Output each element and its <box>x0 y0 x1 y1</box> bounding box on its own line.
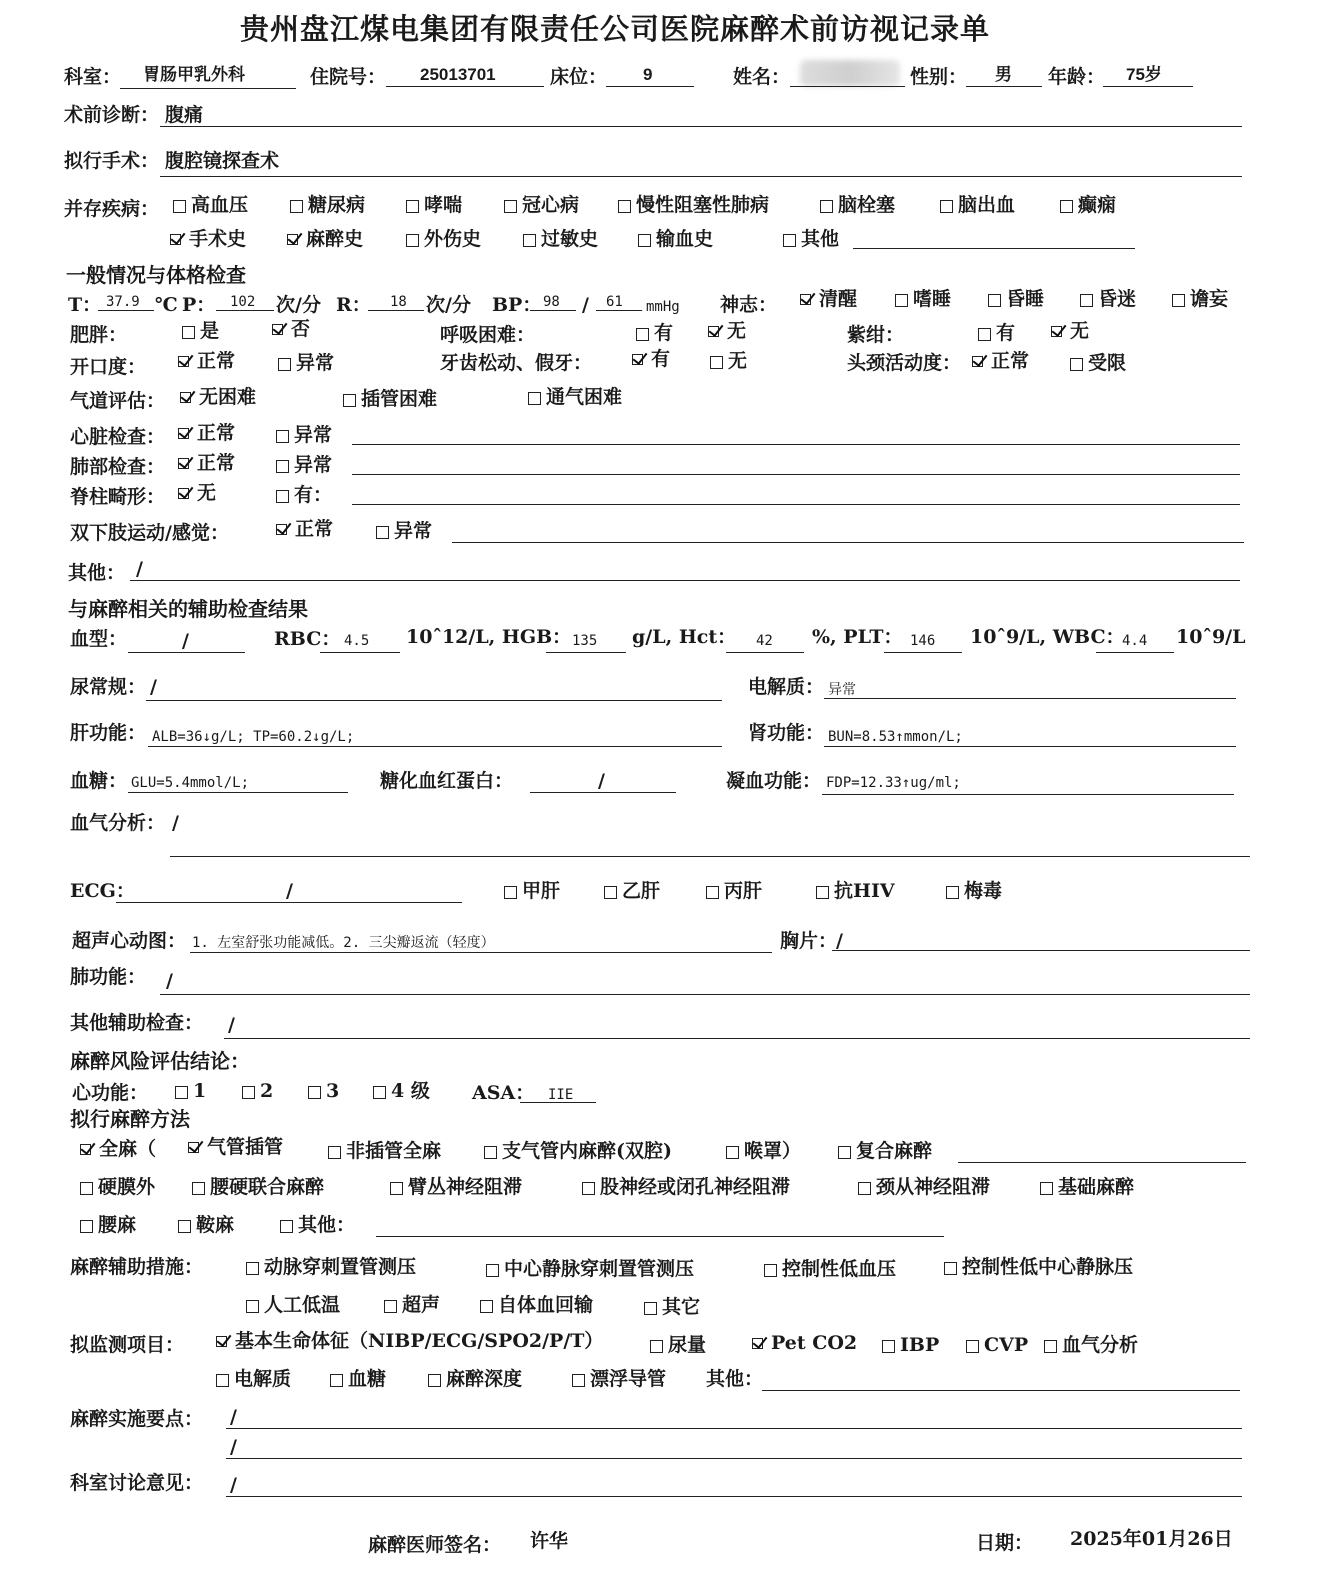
points-line1 <box>226 1428 1242 1429</box>
name-label: 姓名： <box>733 66 791 88</box>
cb-ibp[interactable]: IBP <box>882 1334 939 1356</box>
cb-ultrasound[interactable]: 超声 <box>384 1294 440 1316</box>
discussion-label: 科室讨论意见： <box>70 1472 204 1494</box>
cb-surgery-history[interactable]: 手术史 <box>170 228 246 250</box>
cb-spine-no[interactable]: 无 <box>178 482 216 504</box>
points-label: 麻醉实施要点： <box>70 1408 204 1430</box>
cb-airway-difficult-intubation[interactable]: 插管困难 <box>343 388 437 410</box>
dept-line <box>120 88 296 89</box>
cb-swan-ganz[interactable]: 漂浮导管 <box>572 1368 666 1390</box>
cb-cell-salvage[interactable]: 自体血回输 <box>480 1294 593 1316</box>
admission-value: 25013701 <box>420 65 496 84</box>
cb-cyanosis-no[interactable]: 无 <box>1051 320 1089 342</box>
heart-label: 心脏检查： <box>70 426 166 448</box>
electrolyte-label: 电解质： <box>748 676 825 698</box>
blood-type-line <box>128 652 245 653</box>
cb-cervical-block[interactable]: 颈从神经阻滞 <box>858 1176 990 1198</box>
limb-label: 双下肢运动/感觉： <box>70 522 229 544</box>
signature-name: 许华 <box>530 1530 569 1552</box>
cb-hepatitis-a[interactable]: 甲肝 <box>504 880 560 902</box>
age-line <box>1103 86 1193 87</box>
cb-mind-drowsy[interactable]: 嗜睡 <box>895 288 951 310</box>
dyspnea-label: 呼吸困难： <box>440 324 536 346</box>
cb-cyanosis-yes[interactable]: 有 <box>978 322 1015 344</box>
urine-line <box>146 700 722 701</box>
r-unit: 次/分 <box>426 294 471 316</box>
bga-label: 血气分析： <box>70 812 166 834</box>
cb-cardiac-3[interactable]: 3 <box>308 1080 339 1102</box>
cb-brachial-block[interactable]: 臂丛神经阻滞 <box>390 1176 522 1198</box>
coag-line <box>822 794 1234 795</box>
dept-value: 胃肠甲乳外科 <box>143 65 245 84</box>
dept-label: 科室： <box>64 66 122 88</box>
urine-label: 尿常规： <box>70 676 147 698</box>
rbc-unit: 10ˆ12/L, HGB： <box>406 626 572 648</box>
chest-line <box>832 950 1250 951</box>
cb-asthma[interactable]: 哮喘 <box>406 194 462 216</box>
bp-sys-value: 98 <box>543 294 560 310</box>
cb-femoral-block[interactable]: 股神经或闭孔神经阻滞 <box>582 1176 790 1198</box>
asa-value: IIE <box>548 1087 574 1103</box>
cb-cardiac-1[interactable]: 1 <box>175 1080 206 1102</box>
asa-line <box>520 1102 596 1103</box>
asa-label: ASA： <box>472 1082 535 1104</box>
cb-cvc[interactable]: 中心静脉穿刺置管测压 <box>486 1258 694 1280</box>
age-label: 年龄： <box>1048 66 1106 88</box>
aux-other-line <box>224 1038 1250 1039</box>
bed-value: 9 <box>643 65 653 84</box>
aux-heading: 与麻醉相关的辅助检查结果 <box>68 597 308 621</box>
glucose-value: GLU=5.4mmol/L; <box>131 775 250 791</box>
cb-obese-yes[interactable]: 是 <box>182 320 219 342</box>
ecg-label: ECG： <box>70 880 135 902</box>
hba1c-label: 糖化血红蛋白： <box>380 770 514 792</box>
cb-embolism[interactable]: 脑栓塞 <box>820 194 895 216</box>
electrolyte-value: 异常 <box>828 682 856 698</box>
pft-line <box>160 994 1250 995</box>
plt-unit: 10ˆ9/L, WBC： <box>970 626 1125 648</box>
cardiac-label: 心功能： <box>72 1082 149 1104</box>
cb-petco2[interactable]: Pet CO2 <box>752 1332 857 1354</box>
cb-spinal[interactable]: 腰麻 <box>80 1214 136 1236</box>
cb-anesthesia-history[interactable]: 麻醉史 <box>287 228 363 250</box>
cb-hemorrhage[interactable]: 脑出血 <box>940 194 1015 216</box>
liver-label: 肝功能： <box>70 722 147 744</box>
cb-copd[interactable]: 慢性阻塞性肺病 <box>618 194 769 216</box>
cb-transfusion-history[interactable]: 输血史 <box>638 228 713 250</box>
rbc-value: 4.5 <box>344 633 370 649</box>
echo-label: 超声心动图： <box>72 930 187 952</box>
monitor-label: 拟监测项目： <box>70 1334 185 1356</box>
urine-value: / <box>150 676 157 698</box>
ecg-value: / <box>286 880 293 902</box>
general-other-line <box>130 580 1240 581</box>
hct-value: 42 <box>756 633 773 649</box>
bp-dia-value: 61 <box>606 294 623 310</box>
liver-line <box>148 746 722 747</box>
cb-cse[interactable]: 腰硬联合麻醉 <box>192 1176 324 1198</box>
liver-value: ALB=36↓g/L; TP=60.2↓g/L; <box>152 729 355 745</box>
cb-teeth-no[interactable]: 无 <box>710 350 747 372</box>
cb-assist-other[interactable]: 其它 <box>644 1296 700 1318</box>
p-line <box>216 310 274 311</box>
diagnosis-label: 术前诊断： <box>64 104 160 126</box>
diagnosis-value: 腹痛 <box>165 104 204 126</box>
cb-neck-limited[interactable]: 受限 <box>1070 352 1126 374</box>
points-line2-value: / <box>230 1436 237 1458</box>
p-value: 102 <box>230 294 256 310</box>
hgb-line <box>546 652 626 653</box>
discussion-line <box>226 1496 1242 1497</box>
bp-sys-line <box>530 310 576 311</box>
bp-sep: / <box>582 294 589 316</box>
r-label: R： <box>336 294 371 316</box>
cb-method-other[interactable]: 其他： <box>280 1214 355 1236</box>
signature-label: 麻醉医师签名： <box>368 1534 502 1556</box>
airway-label: 气道评估： <box>70 390 166 412</box>
cb-epidural[interactable]: 硬膜外 <box>80 1176 155 1198</box>
cb-low-cvp[interactable]: 控制性低中心静脉压 <box>944 1256 1133 1278</box>
rbc-line <box>320 652 400 653</box>
cb-vital-signs[interactable]: 基本生命体征（NIBP/ECG/SPO2/P/T） <box>216 1330 603 1352</box>
blood-type-label: 血型： <box>70 628 128 650</box>
cb-hepatitis-b[interactable]: 乙肝 <box>604 880 660 902</box>
cb-mind-clear[interactable]: 清醒 <box>800 288 857 310</box>
lung-line <box>352 474 1240 475</box>
cb-arterial-line[interactable]: 动脉穿刺置管测压 <box>246 1256 416 1278</box>
cb-spine-yes[interactable]: 有： <box>276 484 332 506</box>
cb-mouth-normal[interactable]: 正常 <box>178 350 235 372</box>
cb-chd[interactable]: 冠心病 <box>504 194 579 216</box>
sex-label: 性别： <box>910 66 968 88</box>
cb-anesthesia-depth[interactable]: 麻醉深度 <box>428 1368 522 1390</box>
bp-unit: mmHg <box>646 299 680 315</box>
kidney-label: 肾功能： <box>748 722 825 744</box>
cb-heart-normal[interactable]: 正常 <box>178 422 235 444</box>
cb-controlled-hypotension[interactable]: 控制性低血压 <box>764 1258 896 1280</box>
cb-basal-anesthesia[interactable]: 基础麻醉 <box>1040 1176 1134 1198</box>
sex-line <box>966 86 1042 87</box>
t-unit: ℃ <box>155 294 178 316</box>
cb-lung-abnormal[interactable]: 异常 <box>276 454 332 476</box>
combined-line <box>958 1162 1246 1163</box>
cb-general-anesthesia[interactable]: 全麻（ <box>80 1138 156 1160</box>
cb-airway-easy[interactable]: 无困难 <box>180 386 256 408</box>
plt-line <box>884 652 962 653</box>
aux-other-value: / <box>228 1014 235 1036</box>
cb-comorbid-other[interactable]: 其他 <box>783 228 839 250</box>
cb-ett[interactable]: 气管插管 <box>188 1136 283 1158</box>
wbc-line <box>1096 652 1174 653</box>
neck-label: 头颈活动度： <box>847 352 962 374</box>
cb-mind-lethargic[interactable]: 昏睡 <box>988 288 1044 310</box>
glucose-line <box>128 792 348 793</box>
surgery-label: 拟行手术： <box>64 150 160 172</box>
cyanosis-label: 紫绀： <box>847 324 905 346</box>
limb-line <box>452 542 1244 543</box>
cb-cvp[interactable]: CVP <box>966 1334 1028 1356</box>
hct-unit: %, PLT： <box>812 626 903 648</box>
cb-combined[interactable]: 复合麻醉 <box>838 1140 932 1162</box>
surgery-line <box>160 176 1242 177</box>
comorbid-other-line <box>853 248 1135 249</box>
bed-line <box>606 86 694 87</box>
cb-cardiac-4[interactable]: 4 级 <box>373 1080 430 1102</box>
cb-hypertension[interactable]: 高血压 <box>173 194 248 216</box>
hba1c-line <box>530 792 676 793</box>
cb-limb-abnormal[interactable]: 异常 <box>376 520 432 542</box>
form-title: 贵州盘江煤电集团有限责任公司医院麻醉术前访视记录单 <box>240 12 991 46</box>
cb-obese-no[interactable]: 否 <box>272 318 310 340</box>
bp-dia-line <box>596 310 642 311</box>
monitor-other-label: 其他： <box>706 1368 764 1390</box>
rbc-label: RBC： <box>274 628 341 650</box>
coag-label: 凝血功能： <box>726 770 822 792</box>
cb-hypothermia[interactable]: 人工低温 <box>246 1294 340 1316</box>
cb-double-lumen[interactable]: 支气管内麻醉(双腔) <box>484 1140 672 1162</box>
aux-other-label: 其他辅助检查： <box>70 1012 204 1034</box>
general-other-label: 其他： <box>68 562 126 584</box>
cb-lma[interactable]: 喉罩） <box>726 1140 801 1162</box>
sex-value: 男 <box>995 65 1012 84</box>
cb-trauma-history[interactable]: 外伤史 <box>406 228 481 250</box>
date-value: 2025年01月26日 <box>1070 1528 1233 1550</box>
cb-airway-difficult-ventilation[interactable]: 通气困难 <box>528 386 622 408</box>
spine-line <box>352 504 1240 505</box>
cb-cardiac-2[interactable]: 2 <box>242 1080 273 1102</box>
cb-lung-normal[interactable]: 正常 <box>178 452 235 474</box>
lung-label: 肺部检查： <box>70 456 166 478</box>
surgery-value: 腹腔镜探查术 <box>165 150 280 172</box>
blood-type-value: / <box>182 630 189 652</box>
monitor-other-line <box>762 1390 1240 1391</box>
pft-value: / <box>166 970 173 992</box>
hgb-value: 135 <box>572 633 598 649</box>
comorbid-label: 并存疾病： <box>64 198 160 220</box>
plt-value: 146 <box>910 633 936 649</box>
coag-value: FDP=12.33↑ug/ml; <box>826 775 961 791</box>
bga-line <box>170 856 1250 857</box>
wbc-value: 4.4 <box>1122 633 1148 649</box>
redacted-name <box>800 60 900 86</box>
cb-limb-normal[interactable]: 正常 <box>276 518 333 540</box>
r-line <box>368 310 424 311</box>
cb-diabetes[interactable]: 糖尿病 <box>290 194 365 216</box>
electrolyte-line <box>824 698 1236 699</box>
mouth-label: 开口度： <box>70 356 147 378</box>
cb-teeth-yes[interactable]: 有 <box>632 348 670 370</box>
pft-label: 肺功能： <box>70 966 147 988</box>
glucose-label: 血糖： <box>70 770 128 792</box>
hba1c-value: / <box>598 770 605 792</box>
cb-non-intubated-ga[interactable]: 非插管全麻 <box>328 1140 441 1162</box>
admission-line <box>386 86 544 87</box>
cb-epilepsy[interactable]: 癫痫 <box>1060 194 1116 216</box>
date-label: 日期： <box>976 1532 1034 1554</box>
points-line1-value: / <box>230 1406 237 1428</box>
t-value: 37.9 <box>106 294 140 310</box>
cb-bga-monitor[interactable]: 血气分析 <box>1044 1334 1138 1356</box>
name-line <box>790 86 905 87</box>
mind-label: 神志： <box>720 294 778 316</box>
wbc-unit: 10ˆ9/L <box>1176 626 1246 648</box>
cb-mind-coma[interactable]: 昏迷 <box>1080 288 1136 310</box>
discussion-value: / <box>230 1474 237 1496</box>
kidney-line <box>824 746 1236 747</box>
ecg-line <box>116 902 462 903</box>
p-unit: 次/分 <box>276 294 321 316</box>
t-line <box>98 310 154 311</box>
cb-saddle[interactable]: 鞍麻 <box>178 1214 234 1236</box>
cb-electrolytes[interactable]: 电解质 <box>216 1368 291 1390</box>
r-value: 18 <box>390 294 407 310</box>
chest-value: / <box>836 930 843 952</box>
cb-urine-output[interactable]: 尿量 <box>650 1334 706 1356</box>
cb-dyspnea-yes[interactable]: 有 <box>636 322 673 344</box>
kidney-value: BUN=8.53↑mmon/L; <box>828 729 963 745</box>
bp-label: BP： <box>492 294 542 316</box>
hgb-unit: g/L, Hct： <box>632 626 737 648</box>
echo-line <box>190 952 772 953</box>
diagnosis-line <box>160 126 1242 127</box>
bed-label: 床位： <box>550 66 608 88</box>
assist-label: 麻醉辅助措施： <box>70 1256 204 1278</box>
cb-allergy-history[interactable]: 过敏史 <box>523 228 598 250</box>
spine-label: 脊柱畸形： <box>70 486 166 508</box>
general-heading: 一般情况与体格检查 <box>66 263 246 287</box>
echo-value: 1. 左室舒张功能减低。2. 三尖瓣返流（轻度） <box>192 935 495 951</box>
method-other-line <box>376 1236 944 1237</box>
cb-hepatitis-c[interactable]: 丙肝 <box>706 880 762 902</box>
teeth-label: 牙齿松动、假牙： <box>440 352 593 374</box>
p-label: P： <box>182 294 216 316</box>
admission-label: 住院号： <box>310 66 387 88</box>
risk-heading: 麻醉风险评估结论： <box>70 1049 250 1073</box>
cb-anti-hiv[interactable]: 抗HIV <box>816 880 895 902</box>
cb-dyspnea-no[interactable]: 无 <box>708 320 746 342</box>
t-label: T： <box>68 294 102 316</box>
obese-label: 肥胖： <box>70 324 128 346</box>
cb-syphilis[interactable]: 梅毒 <box>946 880 1002 902</box>
points-line2 <box>226 1458 1242 1459</box>
bga-value: / <box>172 812 179 834</box>
cb-heart-abnormal[interactable]: 异常 <box>276 424 332 446</box>
method-heading: 拟行麻醉方法 <box>70 1107 190 1131</box>
hct-line <box>726 652 804 653</box>
cb-neck-normal[interactable]: 正常 <box>972 350 1029 372</box>
cb-mouth-abnormal[interactable]: 异常 <box>278 352 334 374</box>
cb-mind-delirium[interactable]: 谵妄 <box>1172 288 1228 310</box>
age-value: 75岁 <box>1126 65 1162 84</box>
chest-label: 胸片： <box>780 930 838 952</box>
heart-line <box>352 444 1240 445</box>
cb-blood-glucose[interactable]: 血糖 <box>330 1368 386 1390</box>
general-other-value: / <box>136 558 143 580</box>
